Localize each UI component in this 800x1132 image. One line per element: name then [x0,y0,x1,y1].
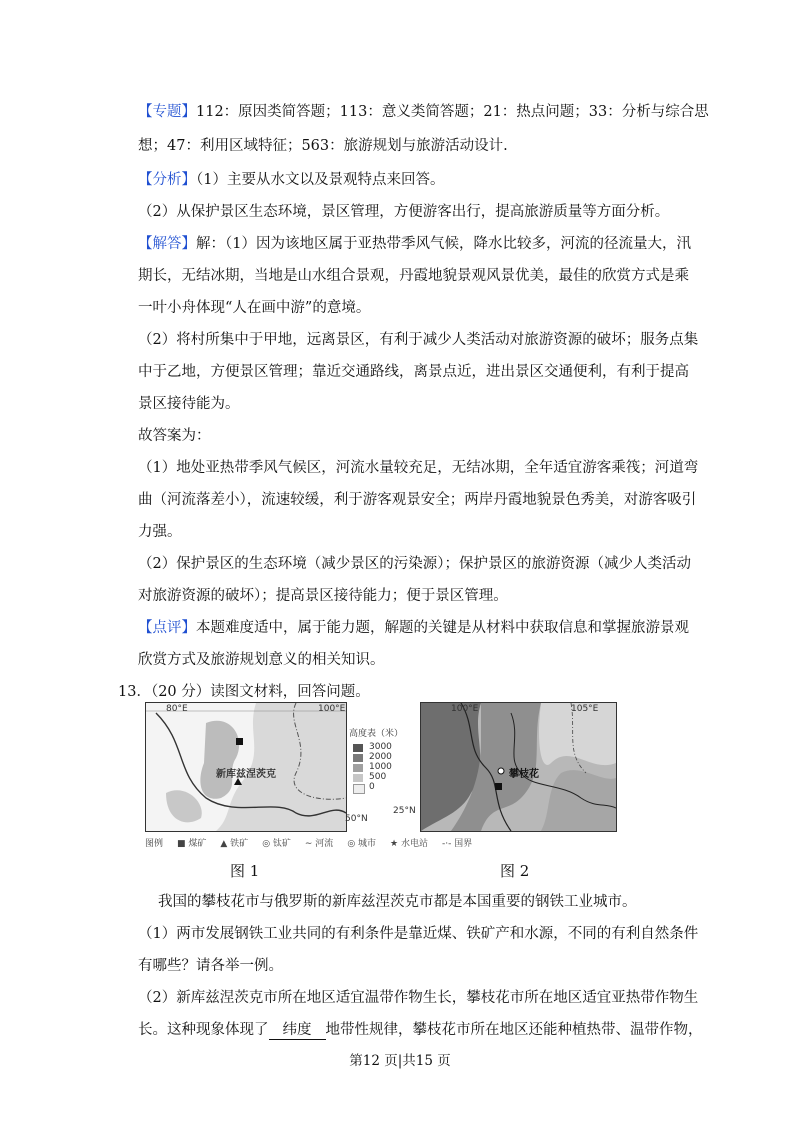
fig2-lon-right: 105°E [571,704,599,714]
q13-text-3a: （2）新库兹涅茨克市所在地区适宜温带作物生长，攀枝花市所在地区适宜亚热带作物生 [138,990,699,1006]
paragraph-topic-line-1 [138,100,709,121]
topic-text-1: 112：原因类简答题；113：意义类简答题；21：热点问题；33：分析与综合思 [196,104,709,120]
paragraph-comment-line-2 [138,648,385,669]
legend-iron: ▲ 铁矿 [220,839,249,849]
paragraph-final1-line-2 [138,488,696,509]
paragraph-analysis-line-2 [138,200,669,221]
final1-text-3: 力强。 [138,524,182,540]
answer-tag: 【解答】 [138,236,196,252]
q13-text-3b-pre: 长。这种现象体现了 [138,1022,269,1038]
topic-text-2: 想；47：利用区域特征；563：旅游规划与旅游活动设计. [138,138,508,154]
elevation-swatch-5 [353,784,365,794]
q13-text-2b: 有哪些？请各举一例。 [138,958,283,974]
elevation-value-1: 3000 [369,742,392,752]
symbol-legend-label: 图例 [145,839,164,849]
symbol-legend [145,836,615,849]
figure-2-caption: 图 2 [500,862,530,880]
elevation-legend [349,726,409,806]
paragraph-answer2-line-2 [138,360,689,381]
analysis-tag: 【分析】 [138,172,196,188]
legend-city: ◎ 城市 [347,839,377,849]
elevation-swatch-1 [353,744,363,752]
legend-coal: ■ 煤矿 [177,839,207,849]
map-figure-1 [145,702,347,832]
paragraph-final2-line-1 [138,552,691,573]
analysis-text-2: （2）从保护景区生态环境，景区管理，方便游客出行，提高旅游质量等方面分析。 [138,204,670,220]
answer-blank-latitude: 纬度 [269,1018,326,1040]
answer2-text-2: 中于乙地，方便景区管理；靠近交通路线，离景点近，进出景区交通便利，有利于提高 [138,364,689,380]
question-13-text: 13．（20 分）读图文材料，回答问题。 [118,684,370,700]
paragraph-answer-line-1 [138,232,691,253]
final1-text-2: 曲（河流落差小），流速较缓，利于游客观景安全；两岸丹霞地貌景色秀美，对游客吸引 [138,492,697,508]
q13-paragraph-1 [158,890,637,911]
answer-text-3: 一叶小舟体现“人在画中游”的意境。 [138,300,371,316]
legend-river: ∼ 河流 [304,839,334,849]
final2-text-2: 对旅游资源的破坏）；提高景区接待能力；便于景区管理。 [138,588,508,604]
elevation-swatch-3 [353,764,363,772]
legend-hydropower: ★ 水电站 [390,839,428,849]
answer2-text-1: （2）将村所集中于甲地，远离景区，有利于减少人类活动对旅游资源的破坏；服务点集 [138,332,699,348]
elevation-value-4: 500 [369,772,387,782]
final2-text-1: （2）保护景区的生态环境（减少景区的污染源）；保护景区的旅游资源（减少人类活动 [138,556,691,572]
q13-paragraph-3-line-2 [138,1018,703,1040]
paragraph-analysis-line-1 [138,168,444,189]
paragraph-answer-line-2 [138,264,689,285]
paragraph-answer-line-3 [138,296,370,317]
elevation-value-3: 1000 [369,762,392,772]
q13-text-2a: （1）两市发展钢铁工业共同的有利条件是靠近煤、铁矿产和水源，不同的有利自然条件 [138,926,699,942]
answer-text-1: 解：（1）因为该地区属于亚热带季风气候，降水比较多，河流的径流量大，汛 [196,236,691,252]
map-figure-2 [420,702,617,832]
fig2-city-label: 攀枝花 [509,769,539,780]
paragraph-comment-line-1 [138,616,689,637]
fig2-lat-label: 25°N [393,806,416,816]
fig1-lat-label: 50°N [345,814,368,824]
page-footer: 第12 页|共15 页 [349,1053,451,1069]
comment-text-1: 本题难度适中，属于能力题，解题的关键是从材料中获取信息和掌握旅游景观 [196,620,689,636]
final1-text-1: （1）地处亚热带季风气候区，河流水量较充足，无结冰期，全年适宜游客乘筏；河道弯 [138,460,699,476]
fig2-lon-left: 100°E [451,704,479,714]
paragraph-final1-line-1 [138,456,698,477]
comment-tag: 【点评】 [138,620,196,636]
legend-border: -·- 国界 [441,839,473,849]
elevation-value-2: 2000 [369,752,392,762]
elevation-swatch-2 [353,754,363,762]
paragraph-so-answer [138,424,211,445]
elevation-legend-title: 高度表（米） [349,729,404,739]
paragraph-final1-line-3 [138,520,182,541]
topic-tag: 【专题】 [138,104,196,120]
fig1-lon-left: 80°E [166,704,188,714]
figure-1-caption: 图 1 [230,862,260,880]
fig1-lon-right: 100°E [318,704,346,714]
answer2-text-3: 景区接待能为。 [138,396,240,412]
question-13-title [118,680,370,701]
q13-text-1: 我国的攀枝花市与俄罗斯的新库兹涅茨克市都是本国重要的钢铁工业城市。 [158,894,637,910]
elevation-value-5: 0 [369,782,375,792]
elevation-swatch-4 [353,774,363,782]
q13-text-3b-post: 地带性规律，攀枝花市所在地区还能种植热带、温带作物， [325,1022,703,1038]
analysis-text-1: （1）主要从水文以及景观特点来回答。 [196,172,445,188]
legend-titanium: ◎ 钛矿 [262,839,291,849]
paragraph-answer2-line-3 [138,392,240,413]
comment-text-2: 欣赏方式及旅游规划意义的相关知识。 [138,652,385,668]
so-answer-text: 故答案为： [138,428,211,444]
paragraph-topic-line-2 [138,134,508,155]
paragraph-answer2-line-1 [138,328,698,349]
paragraph-final2-line-2 [138,584,508,605]
q13-paragraph-2-line-2 [138,954,283,975]
fig1-city-label: 新库兹涅茨克 [216,769,276,780]
answer-text-2: 期长，无结冰期，当地是山水组合景观，丹霞地貌景观风景优美，最佳的欣赏方式是乘 [138,268,689,284]
map-figure [145,702,615,882]
q13-paragraph-2-line-1 [138,922,698,943]
q13-paragraph-3-line-1 [138,986,698,1007]
